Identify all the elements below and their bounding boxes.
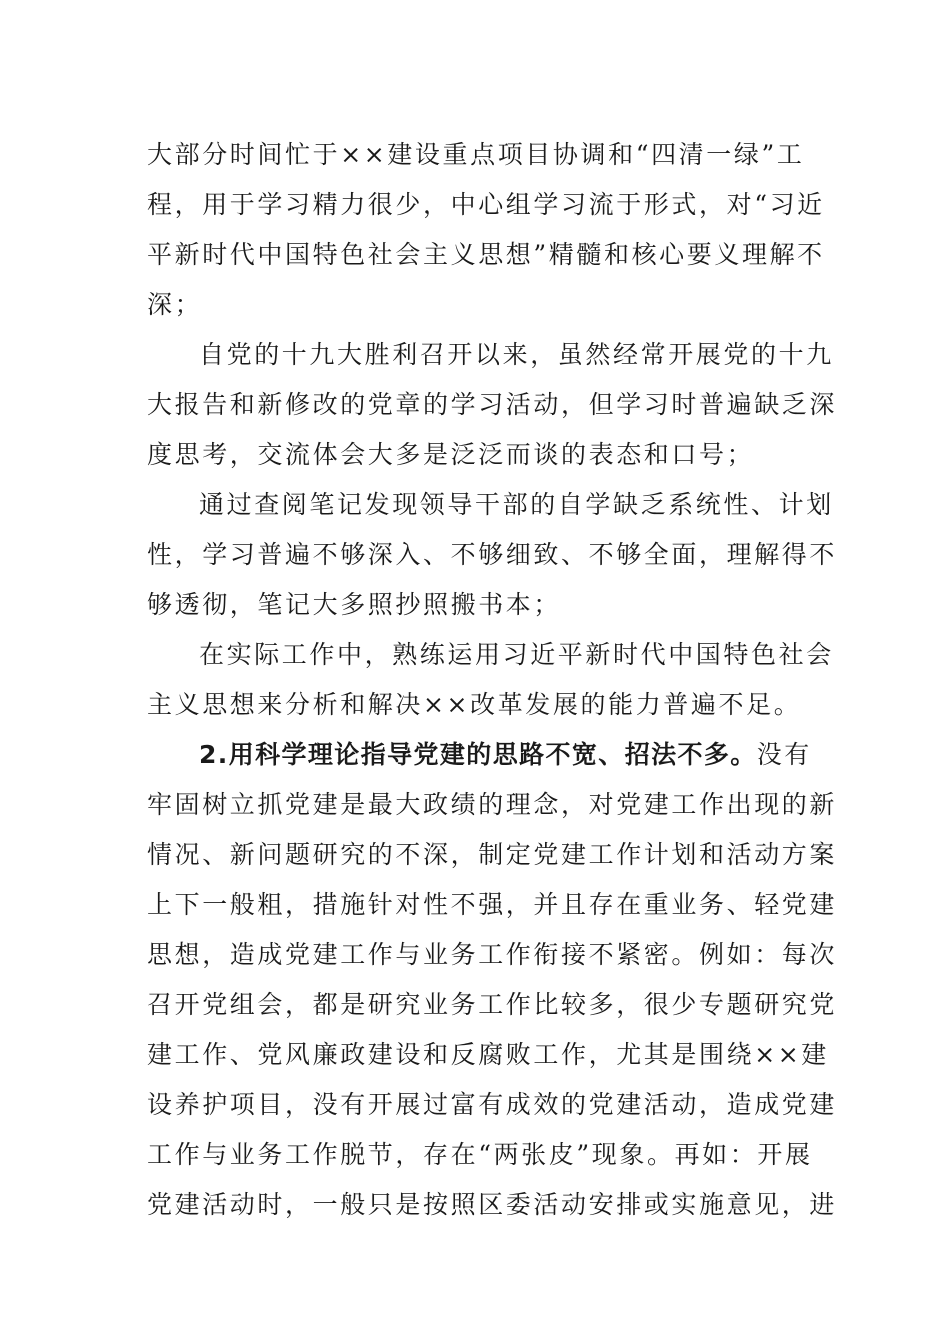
paragraph-2 bbox=[147, 330, 838, 480]
text-line: 牢固树立抓党建是最大政绩的理念，对党建工作出现的新 bbox=[147, 790, 838, 819]
text-line: 思想，造成党建工作与业务工作衔接不紧密。例如：每次 bbox=[147, 940, 838, 969]
text-line: 性，学习普遍不够深入、不够细致、不够全面，理解得不 bbox=[147, 540, 838, 569]
paragraph-4 bbox=[147, 630, 834, 730]
section-2 bbox=[147, 730, 838, 1230]
document-page bbox=[147, 130, 838, 1230]
text-line: 在实际工作中，熟练运用习近平新时代中国特色社会 bbox=[199, 640, 834, 669]
text-line: 自党的十九大胜利召开以来，虽然经常开展党的十九 bbox=[199, 340, 834, 369]
text-line: 度思考，交流体会大多是泛泛而谈的表态和口号； bbox=[147, 440, 755, 469]
text-line: 大报告和新修改的党章的学习活动，但学习时普遍缺乏深 bbox=[147, 390, 838, 419]
paragraph-3 bbox=[147, 480, 838, 630]
section-heading: 2.用科学理论指导党建的思路不宽、招法不多。 bbox=[199, 740, 757, 769]
section-heading-line bbox=[147, 730, 812, 780]
text-line: 大部分时间忙于××建设重点项目协调和“四清一绿”工 bbox=[147, 140, 805, 169]
text-line: 平新时代中国特色社会主义思想”精髓和核心要义理解不 bbox=[147, 240, 825, 269]
text-line: 通过查阅笔记发现领导干部的自学缺乏系统性、计划 bbox=[199, 490, 834, 519]
text-line: 够透彻，笔记大多照抄照搬书本； bbox=[147, 590, 562, 619]
text-line: 情况、新问题研究的不深，制定党建工作计划和活动方案 bbox=[147, 840, 838, 869]
text-line: 召开党组会，都是研究业务工作比较多，很少专题研究党 bbox=[147, 990, 838, 1019]
text-line: 设养护项目，没有开展过富有成效的党建活动，造成党建 bbox=[147, 1090, 838, 1119]
section-heading-tail: 没有 bbox=[756, 740, 812, 769]
paragraph-1 bbox=[147, 130, 825, 330]
text-line: 建工作、党风廉政建设和反腐败工作，尤其是围绕××建 bbox=[147, 1040, 829, 1069]
text-line: 程，用于学习精力很少，中心组学习流于形式，对“习近 bbox=[147, 190, 825, 219]
text-line: 主义思想来分析和解决××改革发展的能力普遍不足。 bbox=[147, 690, 802, 719]
text-line: 上下一般粗，措施针对性不强，并且存在重业务、轻党建 bbox=[147, 890, 838, 919]
text-line: 党建活动时，一般只是按照区委活动安排或实施意见，进 bbox=[147, 1190, 838, 1219]
text-line: 深； bbox=[147, 290, 203, 319]
text-line: 工作与业务工作脱节，存在“两张皮”现象。再如：开展 bbox=[147, 1140, 813, 1169]
